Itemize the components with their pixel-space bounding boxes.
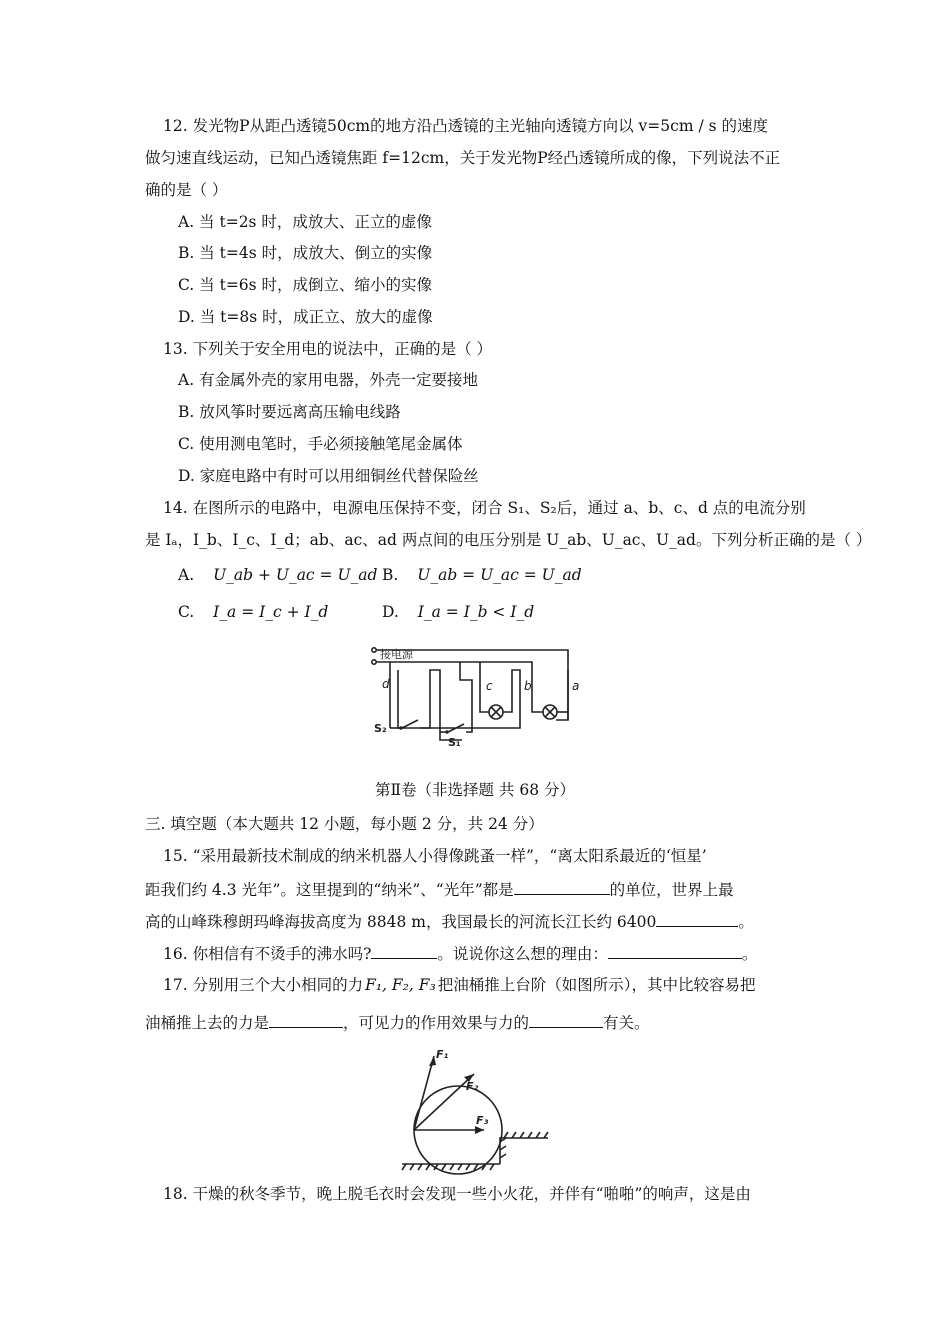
q18-line1: 18. 干燥的秋冬季节，晚上脱毛衣时会发现一些小火花，并伴有“啪啪”的响声，这是由 [163,1185,751,1203]
q17-blank-1[interactable] [269,1011,343,1028]
q13-stem: 13. 下列关于安全用电的说法中，正确的是（ ） [163,340,493,358]
q14-line1: 14. 在图所示的电路中，电源电压保持不变，闭合 S₁、S₂后，通过 a、b、c、d 点的电流分别 [163,499,806,517]
q15-line3 [145,910,754,932]
q15-line2-text: 距我们约 4.3 光年”。这里提到的“纳米”、“光年”都是 [145,881,514,899]
q14-option-b-formula: U_ab = U_ac = U_ad [417,566,582,584]
q14-option-b [382,565,582,585]
q14-option-d-label: D. [382,603,399,621]
part2-title: 第Ⅱ卷（非选择题 共 68 分） [374,781,576,799]
q17-text-d: ，可见力的作用效果与力的 [343,1014,530,1032]
q17-blank-2[interactable] [529,1011,603,1028]
q15-line2 [145,878,734,900]
q16-text-c: 。 [741,945,758,963]
q17-line2 [145,1011,650,1033]
q13-option-b: B. 放风筝时要远离高压输电线路 [178,403,401,421]
circuit-label-s1: S₁ [448,736,461,749]
circuit-label-a: a [572,679,580,693]
q15-line3-tail: 。 [738,913,754,931]
q12-line1: 12. 发光物P从距凸透镜50cm的地方沿凸透镜的主光轴向透镜方向以 v=5cm / s 的速度 [163,117,768,135]
q15-line1: 15. “采用最新技术制成的纳米机器人小得像跳蚤一样”，“离太阳系最近的‘恒星’ [163,847,707,865]
section3-heading: 三. 填空题（本大题共 12 小题，每小题 2 分，共 24 分） [145,815,544,833]
q14-option-b-label: B. [382,566,399,584]
q13-option-d: D. 家庭电路中有时可以用细铜丝代替保险丝 [178,467,479,485]
circuit-label-s2: S₂ [374,722,387,735]
q12-option-c: C. 当 t=6s 时，成倒立、缩小的实像 [178,276,433,294]
figure-label-f2: F₂ [466,1080,479,1093]
q17-forces: F₁, F₂, F₃ [365,976,436,994]
q14-option-c-label: C. [178,603,195,621]
q14-option-c-formula: I_a = I_c + I_d [213,603,329,621]
q16-blank-2[interactable] [608,942,742,959]
q16-blank-1[interactable] [371,942,437,959]
q17-text-b: 把油桶推上台阶（如图所示），其中比较容易把 [437,976,756,994]
circuit-label-d: d [382,677,390,691]
q12-line3: 确的是（ ） [145,181,228,199]
circuit-diagram [360,640,585,750]
q15-line3-text: 高的山峰珠穆朗玛峰海拔高度为 8848 m，我国最长的河流长江长约 6400 [145,913,657,931]
q17-text-c: 油桶推上去的力是 [145,1014,270,1032]
q17-text-a: 17. 分别用三个大小相同的力 [163,976,364,994]
oil-barrel-figure [398,1046,558,1176]
q17-line1 [163,975,755,995]
circuit-label-power: 接电源 [380,648,413,661]
q15-blank-1[interactable] [514,878,610,895]
figure-label-f1: F₁ [436,1048,449,1061]
q12-line2: 做匀速直线运动，已知凸透镜焦距 f=12cm，关于发光物P经凸透镜所成的像，下列说法不正 [145,149,781,167]
q14-option-d [382,602,534,622]
q16-line [163,942,757,964]
q14-option-a-formula: U_ab + U_ac = U_ad [213,566,378,584]
q12-option-a: A. 当 t=2s 时，成放大、正立的虚像 [178,213,432,231]
figure-label-f3: F₃ [476,1114,489,1127]
q16-text-b: 。说说你这么想的理由： [437,945,608,963]
q14-option-c [178,602,328,622]
q14-option-a-label: A. [178,566,195,584]
q14-option-d-formula: I_a = I_b < I_d [417,603,535,621]
q14-line2: 是 Iₐ，I_b、I_c、I_d；ab、ac、ad 两点间的电压分别是 U_ab、U_ac、U_ad。下列分析正确的是（ ） [145,531,872,549]
q12-option-b: B. 当 t=4s 时，成放大、倒立的实像 [178,244,433,262]
circuit-label-c: c [486,679,493,693]
q14-option-a [178,565,377,585]
q15-blank-2[interactable] [656,910,738,927]
q13-option-a: A. 有金属外壳的家用电器，外壳一定要接地 [178,371,479,389]
q16-text-a: 16. 你相信有不烫手的沸水吗? [163,945,372,963]
circuit-label-b: b [524,679,532,693]
q17-text-e: 有关。 [603,1014,650,1032]
q13-option-c: C. 使用测电笔时，手必须接触笔尾金属体 [178,435,463,453]
q15-line2-tail: 的单位，世界上最 [609,881,734,899]
q12-option-d: D. 当 t=8s 时，成正立、放大的虚像 [178,308,433,326]
